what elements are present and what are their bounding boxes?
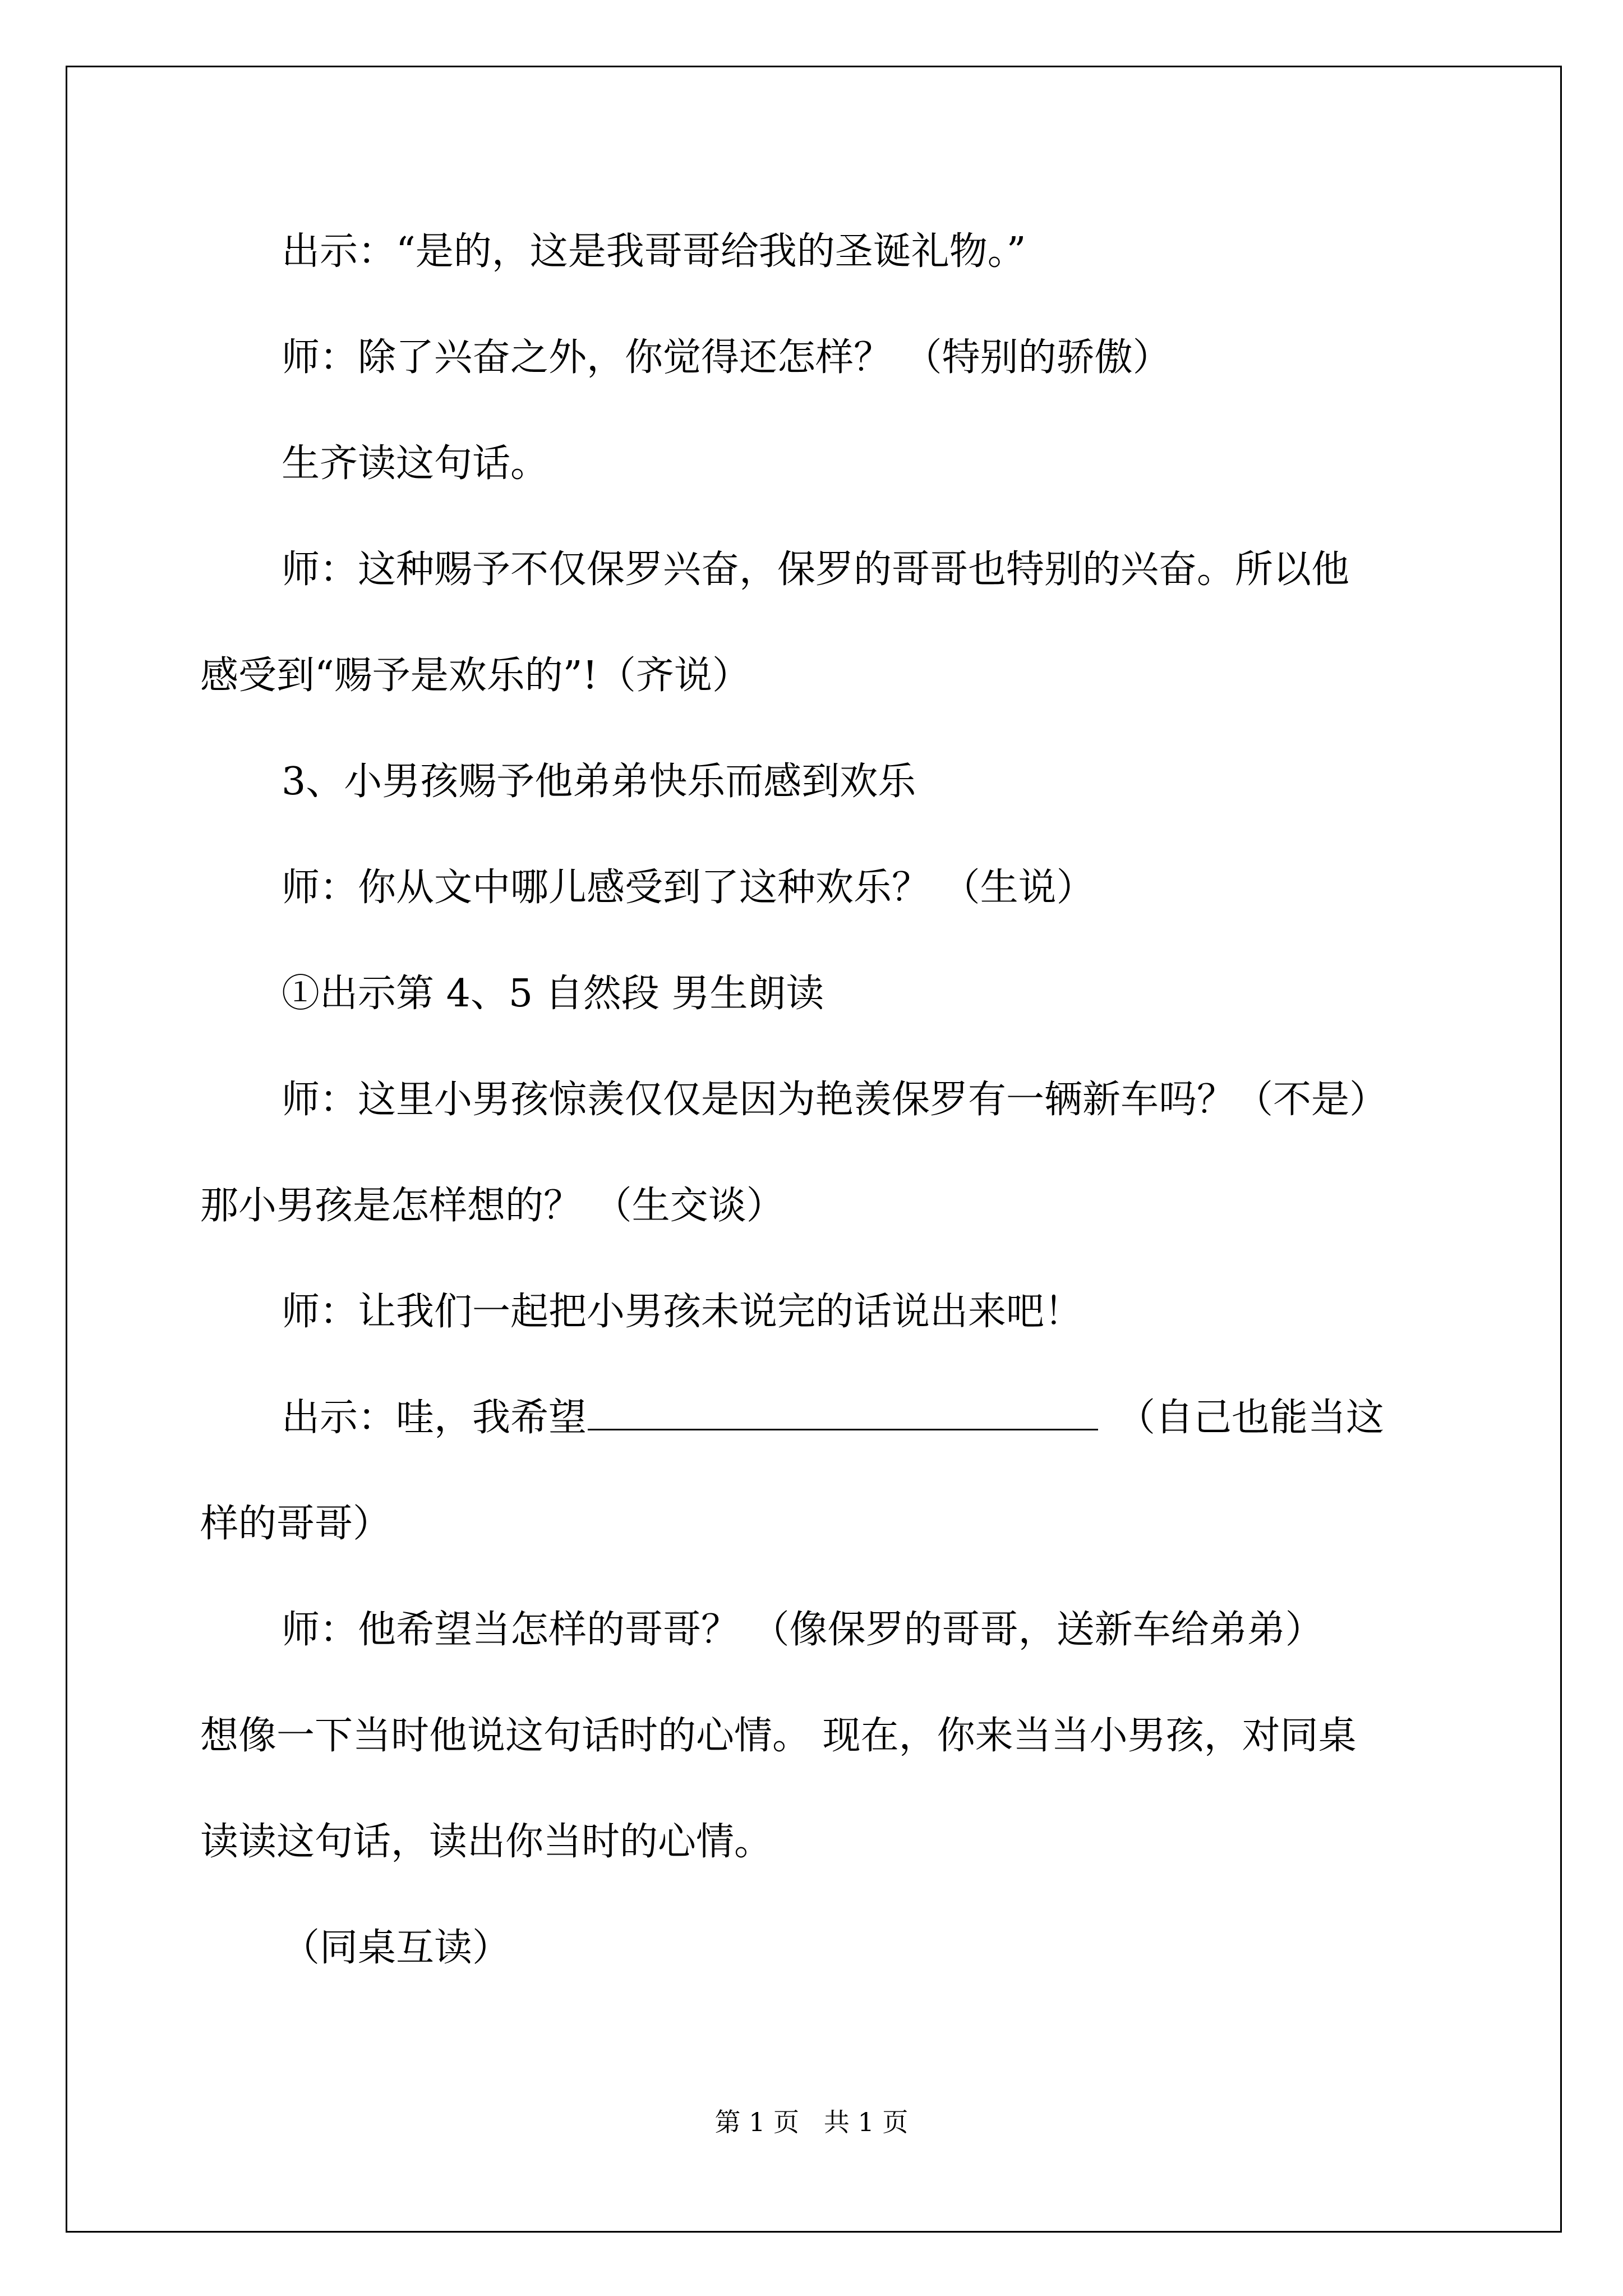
paragraph-line: ①出示第 4、5 自然段 男生朗读	[282, 972, 824, 1016]
paragraph-line: 师：这里小男孩惊羡仅仅是因为艳羡保罗有一辆新车吗？（不是）	[282, 1078, 1388, 1122]
paragraph-line: 那小男孩是怎样想的？ （生交谈）	[200, 1184, 785, 1228]
paragraph-line: 师：这种赐予不仅保罗兴奋，保罗的哥哥也特别的兴奋。所以他	[282, 547, 1350, 592]
paragraph-line: 样的哥哥）	[200, 1502, 391, 1546]
blank-suffix: （自己也能当这	[1117, 1396, 1385, 1440]
paragraph-line: 读读这句话，读出你当时的心情。	[200, 1820, 773, 1864]
paragraph-line: （同桌互读）	[282, 1926, 511, 1970]
paragraph-line: 师：他希望当怎样的哥哥？ （像保罗的哥哥，送新车给弟弟）	[282, 1608, 1324, 1652]
page-number-footer: 第 1 页 共 1 页	[714, 2107, 909, 2137]
paragraph-line: 师：你从文中哪儿感受到了这种欢乐？ （生说）	[282, 866, 1095, 910]
blank-prefix: 出示：哇，我希望	[282, 1396, 587, 1440]
paragraph-line: 师：让我们一起把小男孩未说完的话说出来吧！	[282, 1290, 1083, 1334]
answer-blank	[588, 1395, 1098, 1430]
fill-in-blank-line	[282, 1392, 1384, 1444]
paragraph-line: 感受到“赐予是欢乐的”!（齐说）	[200, 654, 750, 698]
paragraph-line: 3、小男孩赐予他弟弟快乐而感到欢乐	[282, 760, 916, 804]
paragraph-line: 师：除了兴奋之外，你觉得还怎样？ （特别的骄傲）	[282, 335, 1171, 380]
page-border	[66, 66, 1562, 2233]
paragraph-line: 出示：“是的，这是我哥哥给我的圣诞礼物。”	[282, 229, 1026, 274]
paragraph-line: 想像一下当时他说这句话时的心情。 现在，你来当当小男孩，对同桌	[200, 1714, 1357, 1758]
paragraph-line: 生齐读这句话。	[282, 441, 549, 486]
